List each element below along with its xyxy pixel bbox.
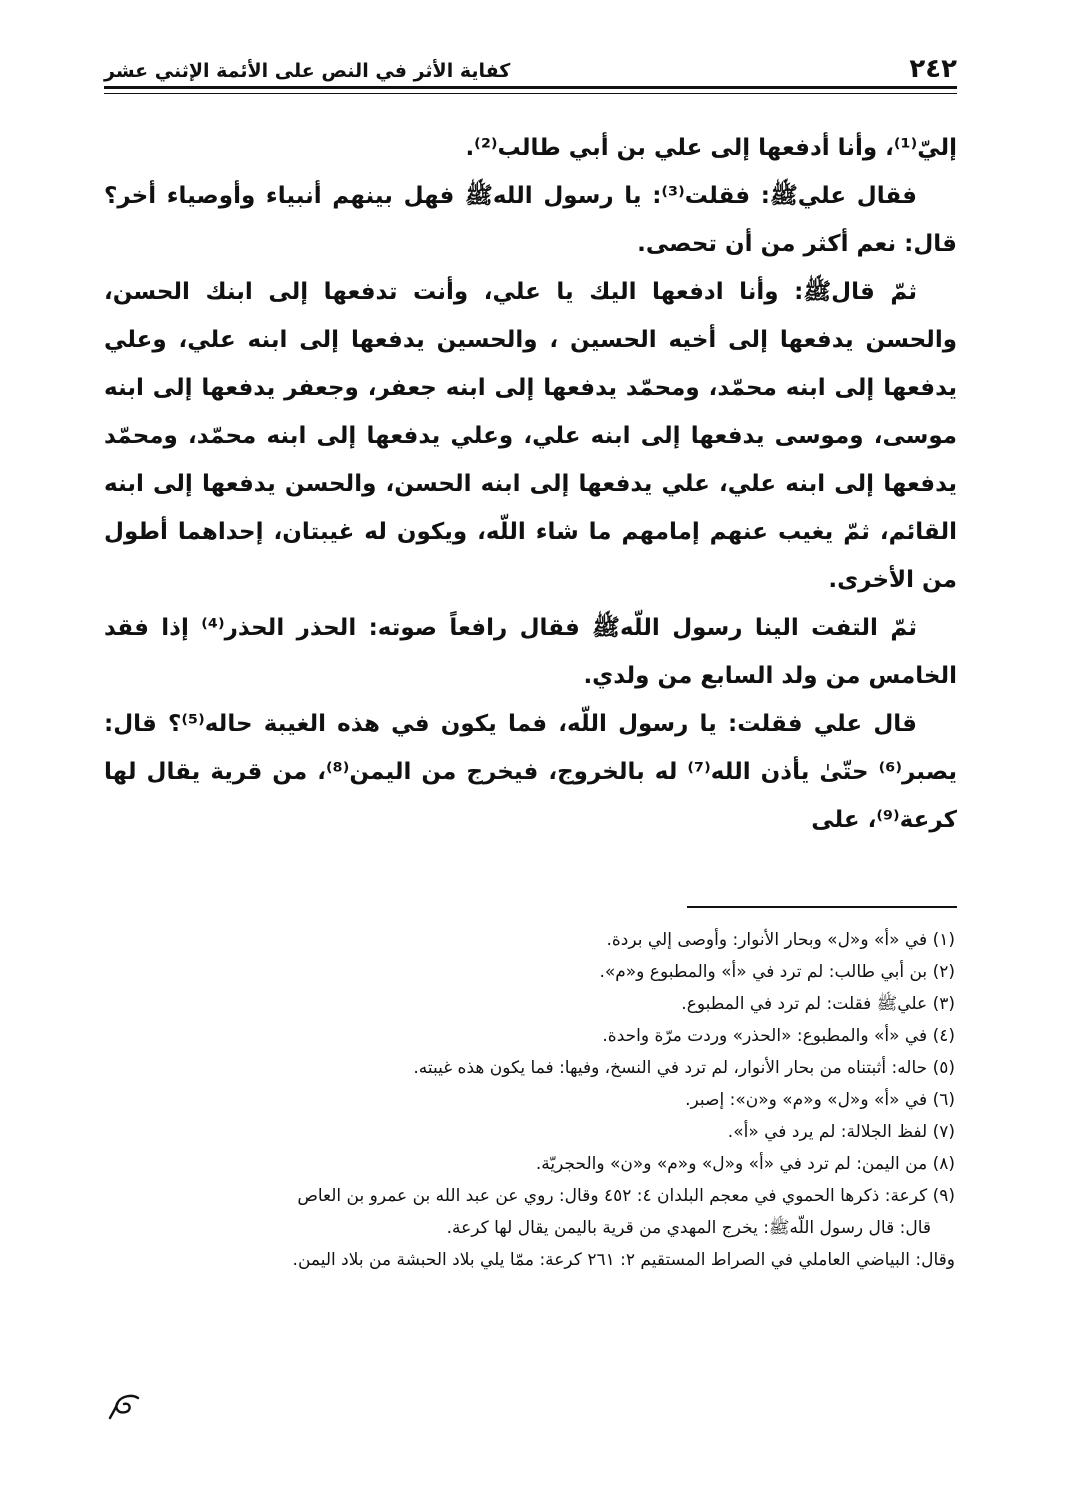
footnote-7: (٧) لفظ الجلالة: لم يرد في «أ».: [727, 1122, 955, 1142]
footnote-1: (١) في «أ» و«ل» وبحار الأنوار: وأوصى إلي بردة.: [606, 930, 955, 950]
footnote-last: وقال: البياضي العاملي في الصراط المستقيم ٢: ٢٦١ كرعة: ممّا يلي بلاد الحبشة من بلاد اليمن.: [292, 1250, 955, 1270]
footnote-6: (٦) في «أ» و«ل» و«م» و«ن»: إصبر.: [685, 1090, 955, 1110]
footnote-8: (٨) من اليمن: لم ترد في «أ» و«ل» و«م» و«ن» والحجريّة.: [535, 1154, 955, 1174]
header-rule-thick: [104, 86, 957, 89]
catchword-mark: [108, 1392, 142, 1422]
footnote-3: (٣) عليﷺ فقلت: لم ترد في المطبوع.: [681, 994, 955, 1014]
paragraph-4: ثمّ التفت الينا رسول اللّهﷺ فقال رافعاً صوته: الحذر الحذر⁽⁴⁾ إذا فقد الخامس من ولد السابع من ولدي.: [104, 615, 957, 689]
footnote-2: (٢) بن أبي طالب: لم ترد في «أ» والمطبوع و«م».: [599, 962, 955, 982]
footnote-separator: [687, 906, 957, 908]
header-title: كفاية الأثر في النص على الأئمة الإثني عشر: [104, 60, 511, 82]
footnote-9-continuation: قال: قال رسول اللّهﷺ: يخرج المهدي من قرية باليمن يقال لها كرعة.: [446, 1218, 931, 1238]
paragraph-5: قال علي فقلت: يا رسول اللّه، فما يكون في هذه الغيبة حاله⁽⁵⁾؟ قال: يصبر⁽⁶⁾ حتّىٰ يأذن الله⁽⁷⁾ له بالخروج، فيخرج من اليمن⁽⁸⁾، من قرية يقال لها كرعة⁽⁹⁾، على: [104, 711, 957, 833]
footnotes: [104, 924, 955, 1276]
running-header: [104, 44, 957, 84]
page-number: ٢٤٢: [909, 54, 957, 84]
main-text: [104, 124, 957, 844]
footnote-4: (٤) في «أ» والمطبوع: «الحذر» وردت مرّة واحدة.: [602, 1026, 955, 1046]
footnote-9: (٩) كرعة: ذكرها الحموي في معجم البلدان ٤: ٤٥٢ وقال: روي عن عبد الله بن عمرو بن العاص: [297, 1186, 955, 1206]
header-rule-thin: [104, 93, 957, 94]
paragraph-3: ثمّ قالﷺ: وأنا ادفعها اليك يا علي، وأنت تدفعها إلى ابنك الحسن، والحسن يدفعها إلى أخيه الحسين ، والحسين يدفعها إلى ابنه علي، وعلي يدفعها إلى ابنه محمّد، ومحمّد يدفعها إلى ابنه جعفر، وجعفر يدفعها إلى ابنه موسى، وموسى يدفعها إلى ابنه علي، وعلي يدفعها إلى ابنه محمّد، ومحمّد يدفعها إلى ابنه علي، علي يدفعها إلى ابنه الحسن، والحسن يدفعها إلى ابنه القائم، ثمّ يغيب عنهم إمامهم ما شاء اللّه، ويكون له غيبتان، إحداهما أطول من الأخرى.: [104, 279, 957, 593]
footnote-5: (٥) حاله: أثبتناه من بحار الأنوار، لم ترد في النسخ، وفيها: فما يكون هذه غيبته.: [413, 1058, 955, 1078]
paragraph-1: إليّ⁽¹⁾، وأنا أدفعها إلى علي بن أبي طالب⁽²⁾.: [465, 135, 957, 161]
paragraph-2: فقال عليﷺ: فقلت⁽³⁾: يا رسول اللهﷺ فهل بينهم أنبياء وأوصياء أخر؟ قال: نعم أكثر من أن تحصى.: [104, 183, 957, 257]
